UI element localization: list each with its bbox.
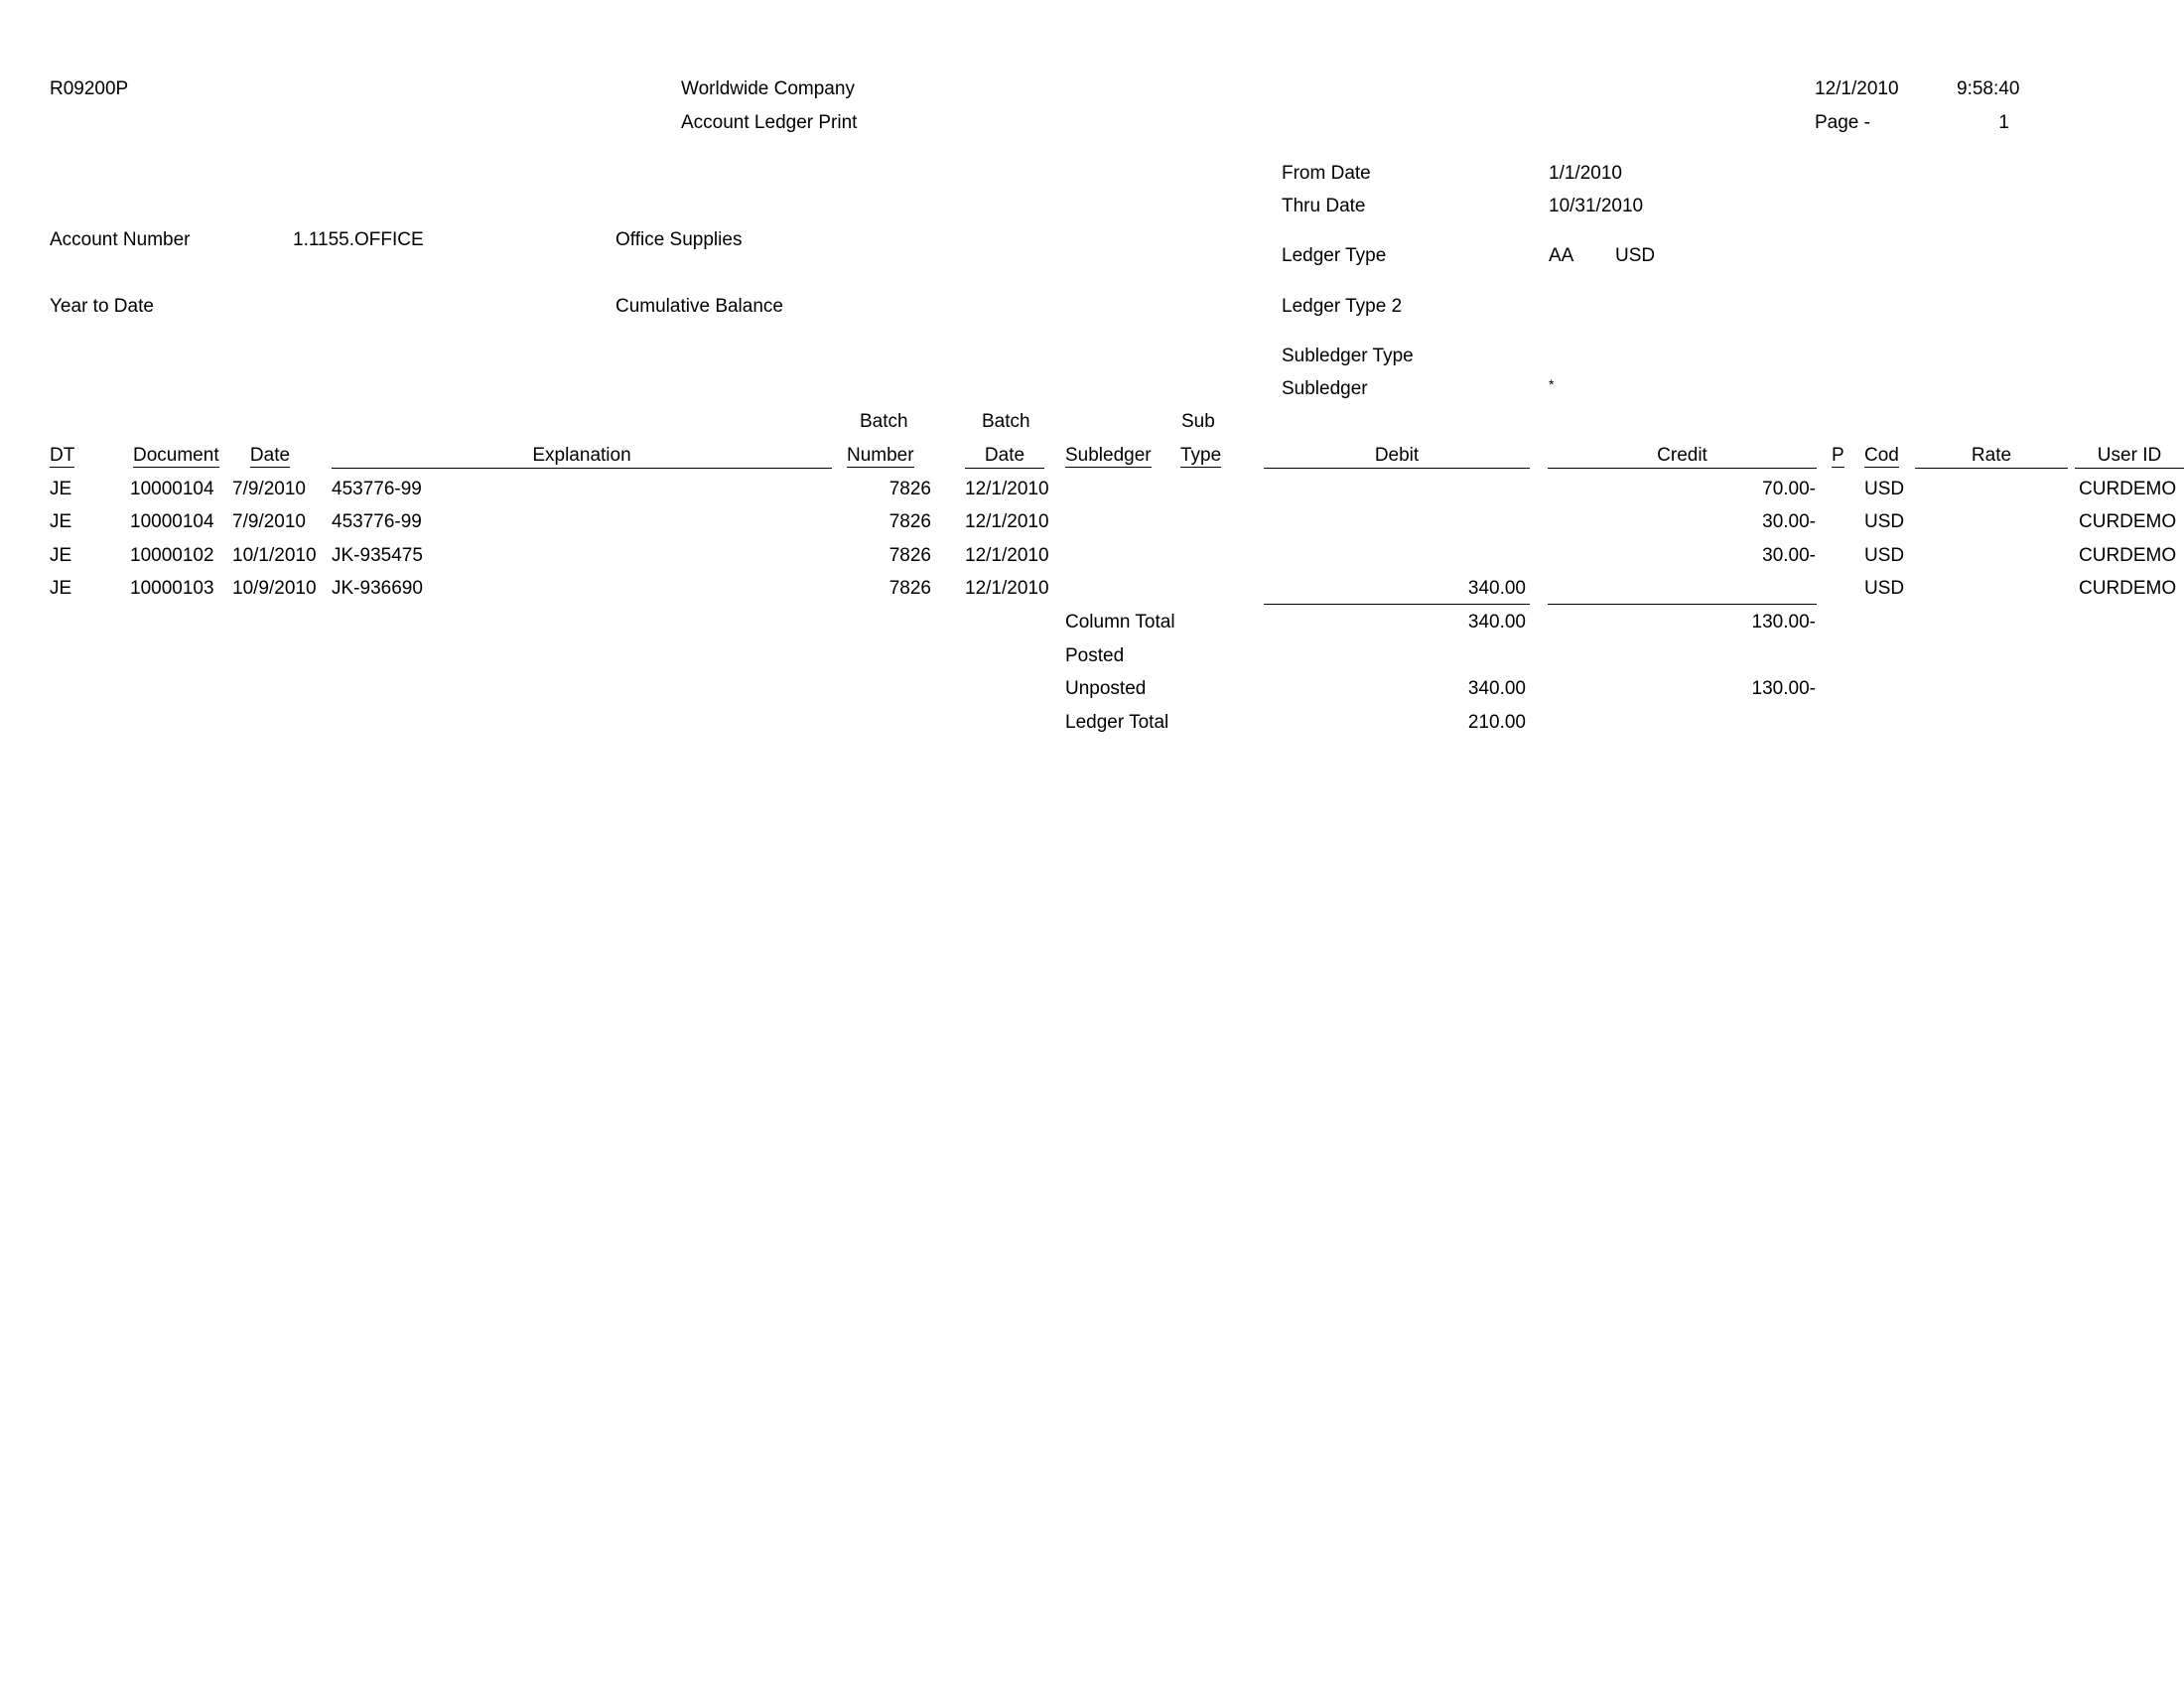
unposted-debit: 340.00 [1467,678,1526,699]
cell-credit: 30.00- [1762,545,1816,566]
cell-batch-date: 12/1/2010 [965,479,1049,499]
subledger-value: * [1549,376,1555,392]
ledger-currency: USD [1615,245,1656,266]
page-number: 1 [1998,112,2009,133]
cell-credit: 70.00- [1762,479,1816,499]
cell-cod: USD [1864,511,1905,532]
debit-total-rule [1264,604,1530,605]
cell-dt: JE [50,545,72,566]
cell-batch-number: 7826 [888,511,931,532]
col-batch-date-top: Batch [982,411,1030,432]
col-batch-date: Date [965,445,1044,469]
col-explanation: Explanation [332,445,832,469]
col-credit: Credit [1548,445,1817,469]
col-document: Document [133,445,219,466]
col-batch-number-top: Batch [860,411,908,432]
company-name: Worldwide Company [681,78,855,99]
thru-date-value: 10/31/2010 [1549,196,1644,216]
cell-cod: USD [1864,578,1905,599]
col-user-id: User ID [2075,445,2184,469]
ledger-total-label: Ledger Total [1065,712,1169,733]
cell-document: 10000103 [130,578,214,599]
posted-label: Posted [1065,645,1125,666]
cell-user-id: CURDEMO [2079,511,2177,532]
cell-explanation: 453776-99 [332,511,422,532]
cell-user-id: CURDEMO [2079,578,2177,599]
cell-batch-number: 7826 [888,545,931,566]
ledger-type-label: Ledger Type [1282,245,1387,266]
cell-batch-number: 7826 [888,479,931,499]
account-description: Office Supplies [615,229,743,250]
cell-date: 7/9/2010 [232,479,306,499]
col-debit: Debit [1264,445,1530,469]
cell-user-id: CURDEMO [2079,479,2177,499]
cell-dt: JE [50,578,72,599]
cell-date: 7/9/2010 [232,511,306,532]
credit-total-rule [1548,604,1817,605]
col-batch-number: Number [847,445,914,466]
cell-batch-date: 12/1/2010 [965,578,1049,599]
cell-dt: JE [50,511,72,532]
cell-dt: JE [50,479,72,499]
col-sub-type-top: Sub [1181,411,1215,432]
ledger-type2-label: Ledger Type 2 [1282,296,1403,317]
from-date-value: 1/1/2010 [1549,163,1622,184]
report-title: Account Ledger Print [681,112,858,133]
account-number-label: Account Number [50,229,191,250]
cell-batch-date: 12/1/2010 [965,545,1049,566]
cell-date: 10/1/2010 [232,545,317,566]
cell-credit: 30.00- [1762,511,1816,532]
print-time: 9:58:40 [1957,78,2020,99]
col-sub-type: Type [1180,445,1222,466]
ledger-type-value: AA [1549,245,1574,266]
print-date: 12/1/2010 [1815,78,1899,99]
col-rate: Rate [1915,445,2068,469]
cell-debit: 340.00 [1467,578,1526,599]
cumulative-balance-label: Cumulative Balance [615,296,783,317]
column-total-label: Column Total [1065,612,1175,633]
col-date: Date [249,445,291,466]
ledger-total-debit: 210.00 [1467,712,1526,733]
col-dt: DT [50,445,75,466]
from-date-label: From Date [1282,163,1371,184]
unposted-credit: 130.00- [1751,678,1816,699]
column-total-debit: 340.00 [1467,612,1526,633]
col-cod: Cod [1864,445,1899,466]
account-number: 1.1155.OFFICE [293,229,424,250]
cell-document: 10000104 [130,511,214,532]
col-subledger: Subledger [1065,445,1152,466]
column-total-credit: 130.00- [1751,612,1816,633]
cell-batch-date: 12/1/2010 [965,511,1049,532]
cell-cod: USD [1864,479,1905,499]
cell-document: 10000102 [130,545,214,566]
cell-date: 10/9/2010 [232,578,317,599]
cell-user-id: CURDEMO [2079,545,2177,566]
page-label: Page - [1815,112,1870,133]
year-to-date-label: Year to Date [50,296,154,317]
cell-document: 10000104 [130,479,214,499]
report-id: R09200P [50,78,129,99]
unposted-label: Unposted [1065,678,1147,699]
cell-explanation: JK-935475 [332,545,423,566]
cell-explanation: JK-936690 [332,578,423,599]
cell-cod: USD [1864,545,1905,566]
subledger-type-label: Subledger Type [1282,346,1414,366]
cell-explanation: 453776-99 [332,479,422,499]
subledger-label: Subledger [1282,378,1368,399]
thru-date-label: Thru Date [1282,196,1366,216]
cell-batch-number: 7826 [888,578,931,599]
col-p: P [1832,445,1844,466]
